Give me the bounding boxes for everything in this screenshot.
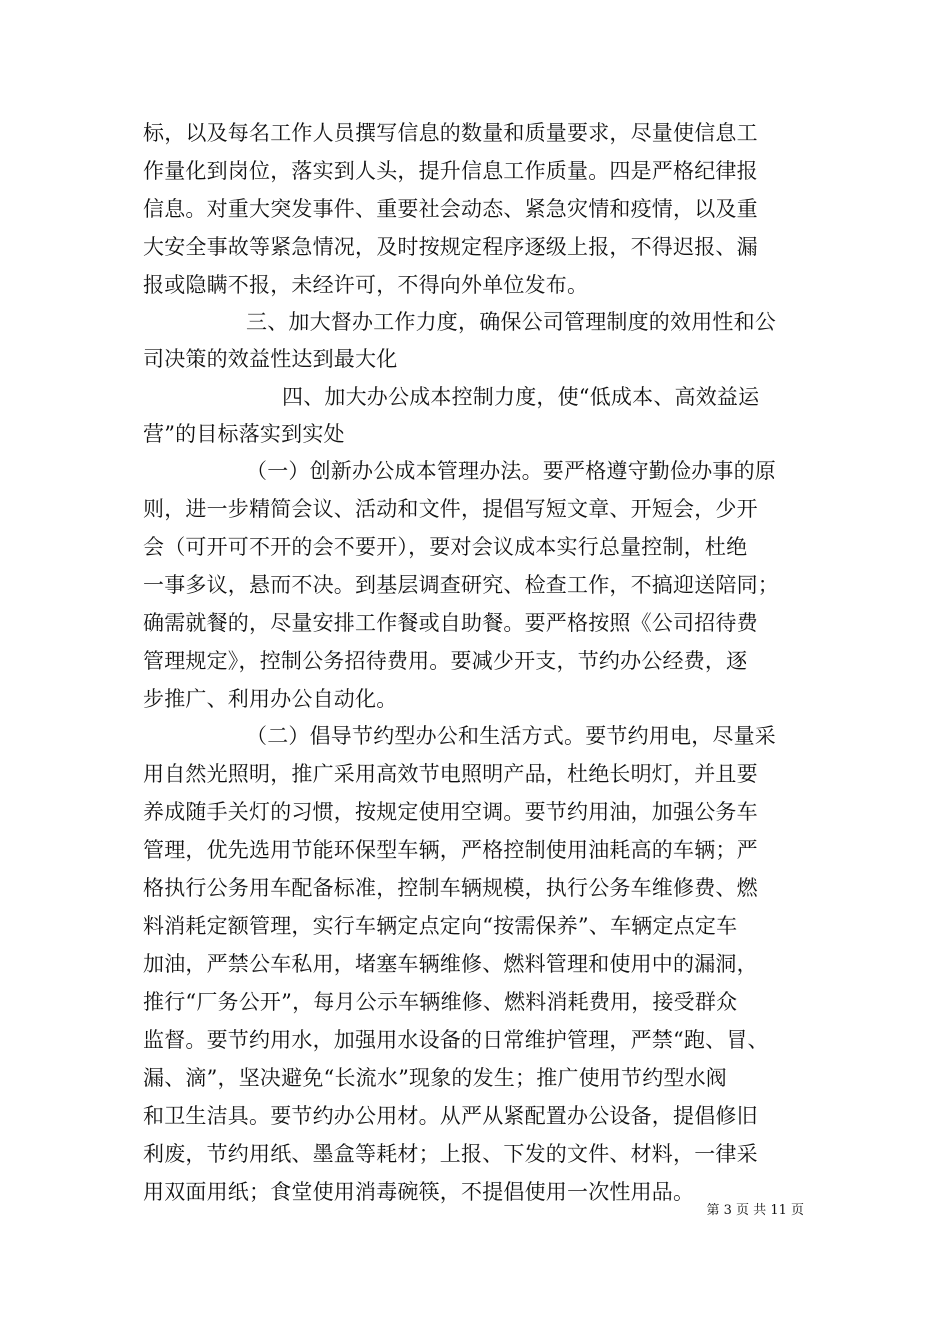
body-text-line: 标，以及每名工作人员撰写信息的数量和质量要求，尽量使信息工 bbox=[143, 121, 758, 145]
body-text-line: 监督。要节约用水，加强用水设备的日常维护管理，严禁“跑、冒、 bbox=[143, 1028, 769, 1052]
body-text-line: 步推广、利用办公自动化。 bbox=[143, 687, 398, 711]
body-text-line: 格执行公务用车配备标准，控制车辆规模，执行公务车维修费、燃 bbox=[143, 876, 758, 900]
body-text-line: 料消耗定额管理，实行车辆定点定向“按需保养”、车辆定点定车 bbox=[143, 914, 738, 938]
body-text-line: 利废，节约用纸、墨盒等耗材；上报、下发的文件、材料，一律采 bbox=[143, 1142, 758, 1166]
body-text-line: 用双面用纸；食堂使用消毒碗筷，不提倡使用一次性用品。 bbox=[143, 1180, 695, 1204]
body-text-line: 信息。对重大突发事件、重要社会动态、紧急灾情和疫情，以及重 bbox=[143, 197, 758, 221]
body-text-line: 一事多议，悬而不决。到基层调查研究、检查工作，不搞迎送陪同； bbox=[143, 573, 779, 597]
section-heading-four-line-1: 四、加大办公成本控制力度，使“低成本、高效益运 bbox=[282, 385, 760, 409]
body-text-line: 用自然光照明，推广采用高效节电照明产品，杜绝长明灯，并且要 bbox=[143, 762, 758, 786]
body-text-line: 养成随手关灯的习惯，按规定使用空调。要节约用油，加强公务车 bbox=[143, 800, 758, 824]
body-text-line: 大安全事故等紧急情况，及时按规定程序逐级上报，不得迟报、漏 bbox=[143, 235, 758, 259]
body-text-line: 推行“厂务公开”，每月公示车辆维修、燃料消耗费用，接受群众 bbox=[143, 990, 738, 1014]
body-text-line: 报或隐瞒不报，未经许可，不得向外单位发布。 bbox=[143, 273, 589, 297]
section-heading-four-line-2: 营”的目标落实到实处 bbox=[143, 422, 345, 446]
body-text-line: 则，进一步精简会议、活动和文件，提倡写短文章、开短会，少开 bbox=[143, 497, 758, 521]
body-text-line: 作量化到岗位，落实到人头，提升信息工作质量。四是严格纪律报 bbox=[143, 159, 758, 183]
subsection-two-first-line: （二）倡导节约型办公和生活方式。要节约用电，尽量采 bbox=[246, 724, 776, 748]
section-heading-three-line-1: 三、加大督办工作力度，确保公司管理制度的效用性和公 bbox=[246, 310, 776, 334]
subsection-one-first-line: （一）创新办公成本管理办法。要严格遵守勤俭办事的原 bbox=[246, 459, 776, 483]
body-text-line: 会（可开可不开的会不要开），要对会议成本实行总量控制，杜绝 bbox=[143, 535, 748, 559]
body-text-line: 漏、滴”，坚决避免“长流水”现象的发生；推广使用节约型水阀 bbox=[143, 1066, 728, 1090]
body-text-line: 管理规定》，控制公务招待费用。要减少开支，节约办公经费，逐 bbox=[143, 649, 748, 673]
body-text-line: 确需就餐的，尽量安排工作餐或自助餐。要严格按照《公司招待费 bbox=[143, 611, 758, 635]
section-heading-three-line-2: 司决策的效益性达到最大化 bbox=[143, 347, 398, 371]
body-text-line: 加油，严禁公车私用，堵塞车辆维修、燃料管理和使用中的漏洞， bbox=[143, 952, 758, 976]
body-text-line: 和卫生洁具。要节约办公用材。从严从紧配置办公设备，提倡修旧 bbox=[143, 1104, 758, 1128]
page-number-footer: 第 3 页 共 11 页 bbox=[706, 1203, 804, 1218]
body-text-line: 管理，优先选用节能环保型车辆，严格控制使用油耗高的车辆；严 bbox=[143, 838, 758, 862]
